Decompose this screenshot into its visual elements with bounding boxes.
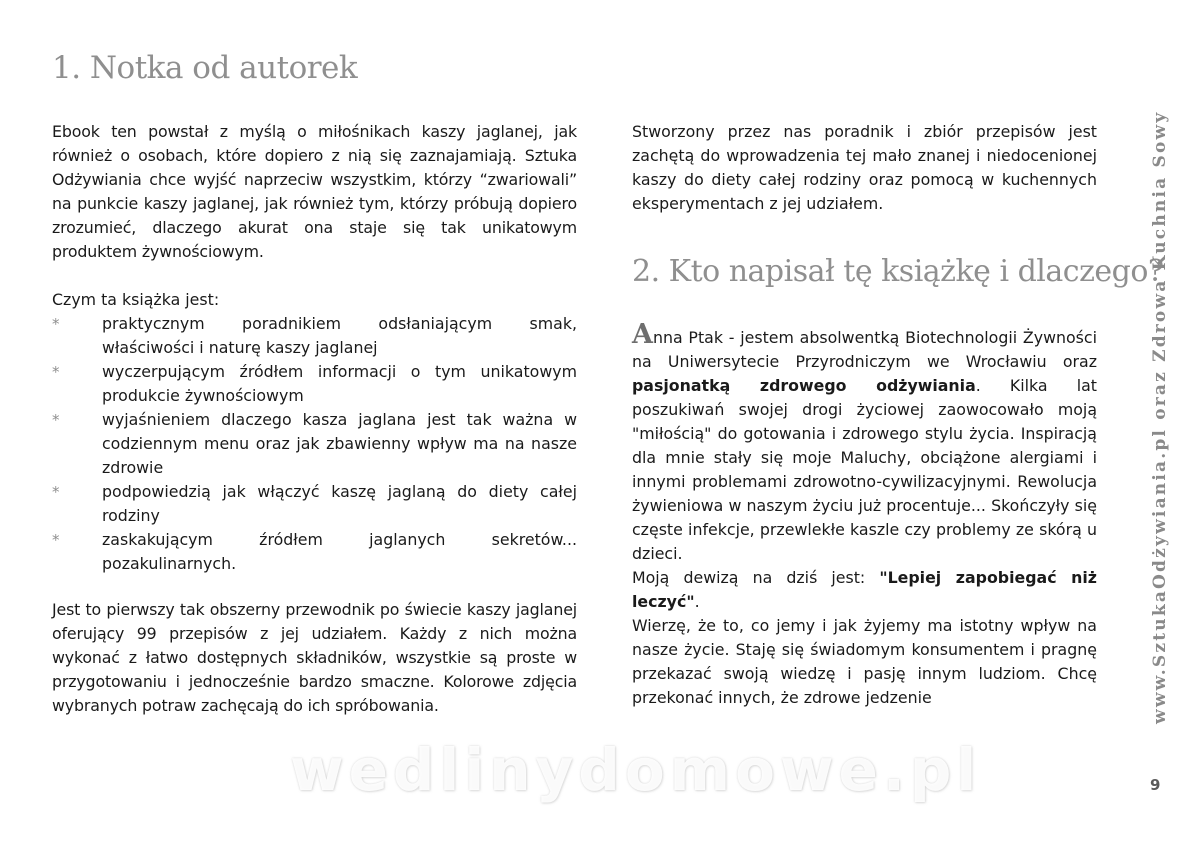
bio-paragraph: Anna Ptak - jestem absolwentką Biotechnologii Żywności na Uniwersytecie Przyrodniczym we Wrocławiu oraz pasjonatką zdrowego odżywiania. Kilka lat poszukiwań swojej drogi życiowej zaowocowało moją "miłością" do gotowania i zdrowego stylu życia. Inspiracją dla mnie stały się moje Maluchy, obciążone alergiami i innymi problemami zdrowotno-cywilizacyjnymi. Rewolucja żywieniowa w naszym życiu już procentuje... Skończyły się częste infekcje, przewlekłe kaszle czy problemy ze skórą u dzieci. Moją dewizą na dziś jest: "Lepiej zapobiegać niż leczyć". Wierzę, że to, co jemy i jak żyjemy ma istotny wpływ na nasze życie. Staję się świadomym konsumentem i pragnę przekazać swoją wiedzę i pasję innym ludziom. Chcę przekonać innych, że zdrowe jedzenie <box>632 319 1098 707</box>
bullet-star-icon: * <box>52 315 60 333</box>
section-1-heading: 1. Notka od autorek <box>52 50 358 86</box>
bullet-star-icon: * <box>52 411 60 429</box>
closing-paragraph: Jest to pierwszy tak obszerny przewodnik po świecie kaszy jaglanej oferujący 99 przepisów z jej udziałem. Każdy z nich można wykonać z łatwo dostępnych składników, wszystkie są proste w przygotowaniu i jednocześnie bardzo smaczne. Kolorowe zdjęcia wybranych potraw zachęcają do ich spróbowania. <box>52 600 577 715</box>
watermark: wedlinydomowe.pl <box>290 736 982 804</box>
list-item: * praktycznym poradnikiem odsłaniającym smak, właściwości i naturę kaszy jaglanej <box>52 314 577 357</box>
author-name: nna Ptak <box>652 328 723 347</box>
list-title: Czym ta książka jest: <box>52 290 220 309</box>
feature-list <box>52 312 577 576</box>
drop-cap: A <box>632 319 653 350</box>
sidebar-text: www.SztukaOdżywiania.pl oraz Zdrowa Kuchnia Sowy <box>1150 110 1170 724</box>
list-item: * zaskakującym źródłem jaglanych sekretów... pozakulinarnych. <box>52 530 577 573</box>
bullet-star-icon: * <box>52 483 60 501</box>
bold-phrase: pasjonatką zdrowego odżywiania <box>632 376 976 395</box>
sidebar-url <box>1143 40 1177 740</box>
bullet-star-icon: * <box>52 363 60 381</box>
section-2-heading: 2. Kto napisał tę książkę i dlaczego? <box>632 254 1164 289</box>
motto: "Lepiej zapobiegać niż leczyć" <box>632 568 1098 611</box>
intro-paragraph: Ebook ten powstał z myślą o miłośnikach kaszy jaglanej, jak również o osobach, które dopiero z nią się zaznajamiają. Sztuka Odżywiania chce wyjść naprzeciw wszystkim, którzy “zwariowali” na punkcie kaszy jaglanej, jak również tym, którzy próbują dopiero zrozumieć, dlaczego akurat ona staje się tak unikatowym produktem żywnościowym. <box>52 122 577 261</box>
list-item: * wyjaśnieniem dlaczego kasza jaglana jest tak ważna w codziennym menu oraz jak zbawienny wpływ ma na nasze zdrowie <box>52 410 577 477</box>
right-intro-paragraph: Stworzony przez nas poradnik i zbiór przepisów jest zachętą do wprowadzenia tej mało znanej i niedocenionej kaszy do diety całej rodziny oraz pomocą w kuchennych eksperymentach z jej udziałem. <box>632 122 1097 213</box>
list-item: * wyczerpującym źródłem informacji o tym unikatowym produkcie żywnościowym <box>52 362 577 405</box>
list-item: * podpowiedzią jak włączyć kaszę jaglaną do diety całej rodziny <box>52 482 577 525</box>
page-number: 9 <box>1150 776 1161 794</box>
bullet-star-icon: * <box>52 531 60 549</box>
